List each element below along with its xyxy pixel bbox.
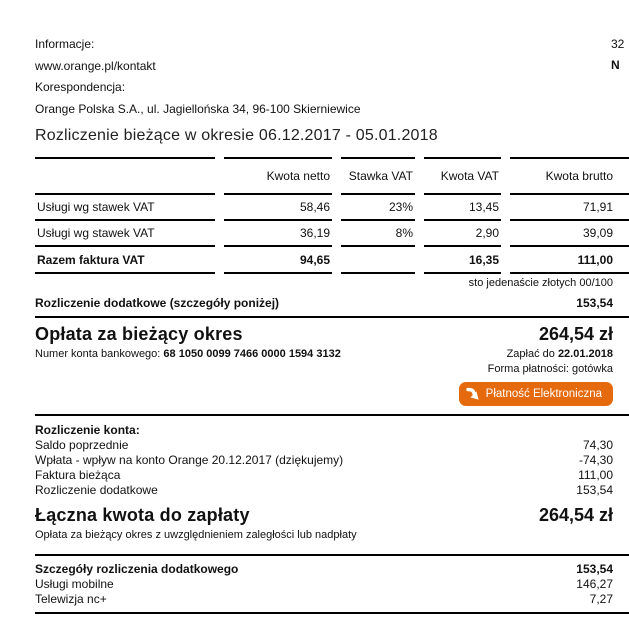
item-label: Telewizja nc+	[35, 592, 107, 606]
item-label: Saldo poprzednie	[35, 438, 129, 452]
billing-period-heading: Rozliczenie bieżące w okresie 06.12.2017 - 05.01.2018	[35, 127, 438, 144]
row-label: Usługi wg stawek VAT	[35, 221, 215, 247]
divider	[35, 414, 629, 416]
col-header-stawka: Stawka VAT	[341, 157, 415, 195]
electronic-payment-button[interactable]	[459, 382, 613, 406]
table-row	[35, 195, 629, 221]
list-item	[35, 438, 613, 453]
total-due-title: Łączna kwota do zapłaty	[35, 505, 250, 525]
bank-account-line: Numer konta bankowego: 68 1050 0099 7466 0000 1594 3132	[35, 348, 341, 360]
list-item	[35, 483, 613, 498]
account-settlement-section	[35, 423, 613, 498]
contact-url: www.orange.pl/kontakt	[35, 58, 156, 73]
total-vat: 16,35	[424, 247, 501, 274]
col-header-brutto: Kwota brutto	[510, 157, 629, 195]
row-brutto: 71,91	[510, 195, 629, 221]
cutoff-text-top: 32	[611, 37, 625, 51]
row-stawka: 23%	[341, 195, 415, 221]
additional-details-section	[35, 562, 613, 607]
additional-settlement-row	[35, 296, 613, 310]
bank-account-number: 68 1050 0099 7466 0000 1594 3132	[163, 348, 341, 360]
amount-in-words: sto jedenaście złotych 00/100	[468, 277, 613, 289]
pay-by-date: 22.01.2018	[557, 348, 613, 360]
total-stawka	[341, 247, 415, 274]
item-amount: 7,27	[589, 592, 613, 606]
vat-table-header-row	[35, 157, 629, 195]
row-vat: 13,45	[424, 195, 501, 221]
table-row	[35, 221, 629, 247]
item-label: Usługi mobilne	[35, 577, 114, 591]
row-netto: 36,19	[224, 221, 332, 247]
payment-form-line: Forma płatności: gotówka	[487, 363, 613, 375]
current-period-block	[35, 324, 613, 406]
item-label: Wpłata - wpływ na konto Orange 20.12.2017 (dziękujemy)	[35, 453, 344, 467]
table-total-row	[35, 247, 629, 274]
mail-label: Korespondencja:	[35, 80, 126, 94]
invoice-page	[0, 34, 629, 629]
row-stawka: 8%	[341, 221, 415, 247]
total-netto: 94,65	[224, 247, 332, 274]
current-period-amount: 264,54 zł	[538, 324, 613, 344]
divider	[35, 316, 629, 318]
info-label: Informacje:	[35, 37, 95, 51]
list-item	[35, 468, 613, 483]
total-due-amount: 264,54 zł	[538, 505, 613, 525]
details-title: Szczegóły rozliczenia dodatkowego	[35, 562, 239, 576]
total-brutto: 111,00	[510, 247, 629, 274]
total-due-block	[35, 505, 613, 541]
divider	[35, 554, 629, 556]
row-vat: 2,90	[424, 221, 501, 247]
additional-settlement-amount: 153,54	[576, 296, 613, 310]
divider	[35, 612, 629, 614]
row-label: Usługi wg stawek VAT	[35, 195, 215, 221]
list-item	[35, 453, 613, 468]
item-amount: 74,30	[582, 438, 613, 452]
electronic-payment-label: Płatność Elektroniczna	[485, 388, 602, 400]
postal-address: Orange Polska S.A., ul. Jagiellońska 34, 96-100 Skierniewice	[35, 101, 361, 116]
row-brutto: 39,09	[510, 221, 629, 247]
pay-by-line: Zapłać do 22.01.2018	[506, 348, 613, 360]
item-amount: 111,00	[578, 468, 613, 482]
cutoff-text-second: N	[611, 58, 620, 72]
col-header-netto: Kwota netto	[224, 157, 332, 195]
arrow-down-right-icon	[465, 386, 481, 402]
additional-settlement-label: Rozliczenie dodatkowe (szczegóły poniżej)	[35, 296, 280, 310]
contact-block	[35, 34, 613, 120]
details-title-row	[35, 562, 613, 577]
col-header-vat: Kwota VAT	[424, 157, 501, 195]
row-netto: 58,46	[224, 195, 332, 221]
item-label: Rozliczenie dodatkowe	[35, 483, 158, 497]
vat-summary-table	[26, 157, 629, 274]
details-total: 153,54	[576, 562, 613, 576]
current-period-title: Opłata za bieżący okres	[35, 324, 243, 344]
account-settlement-title: Rozliczenie konta:	[35, 423, 140, 437]
list-item	[35, 577, 613, 592]
item-amount: 146,27	[576, 577, 613, 591]
item-amount: 153,54	[576, 483, 613, 497]
total-label: Razem faktura VAT	[35, 247, 215, 274]
list-item	[35, 592, 613, 607]
item-amount: -74,30	[578, 453, 613, 467]
item-label: Faktura bieżąca	[35, 468, 121, 482]
total-due-note: Opłata za bieżący okres z uwzględnieniem zaległości lub nadpłaty	[35, 529, 357, 541]
col-header-empty	[35, 157, 215, 195]
